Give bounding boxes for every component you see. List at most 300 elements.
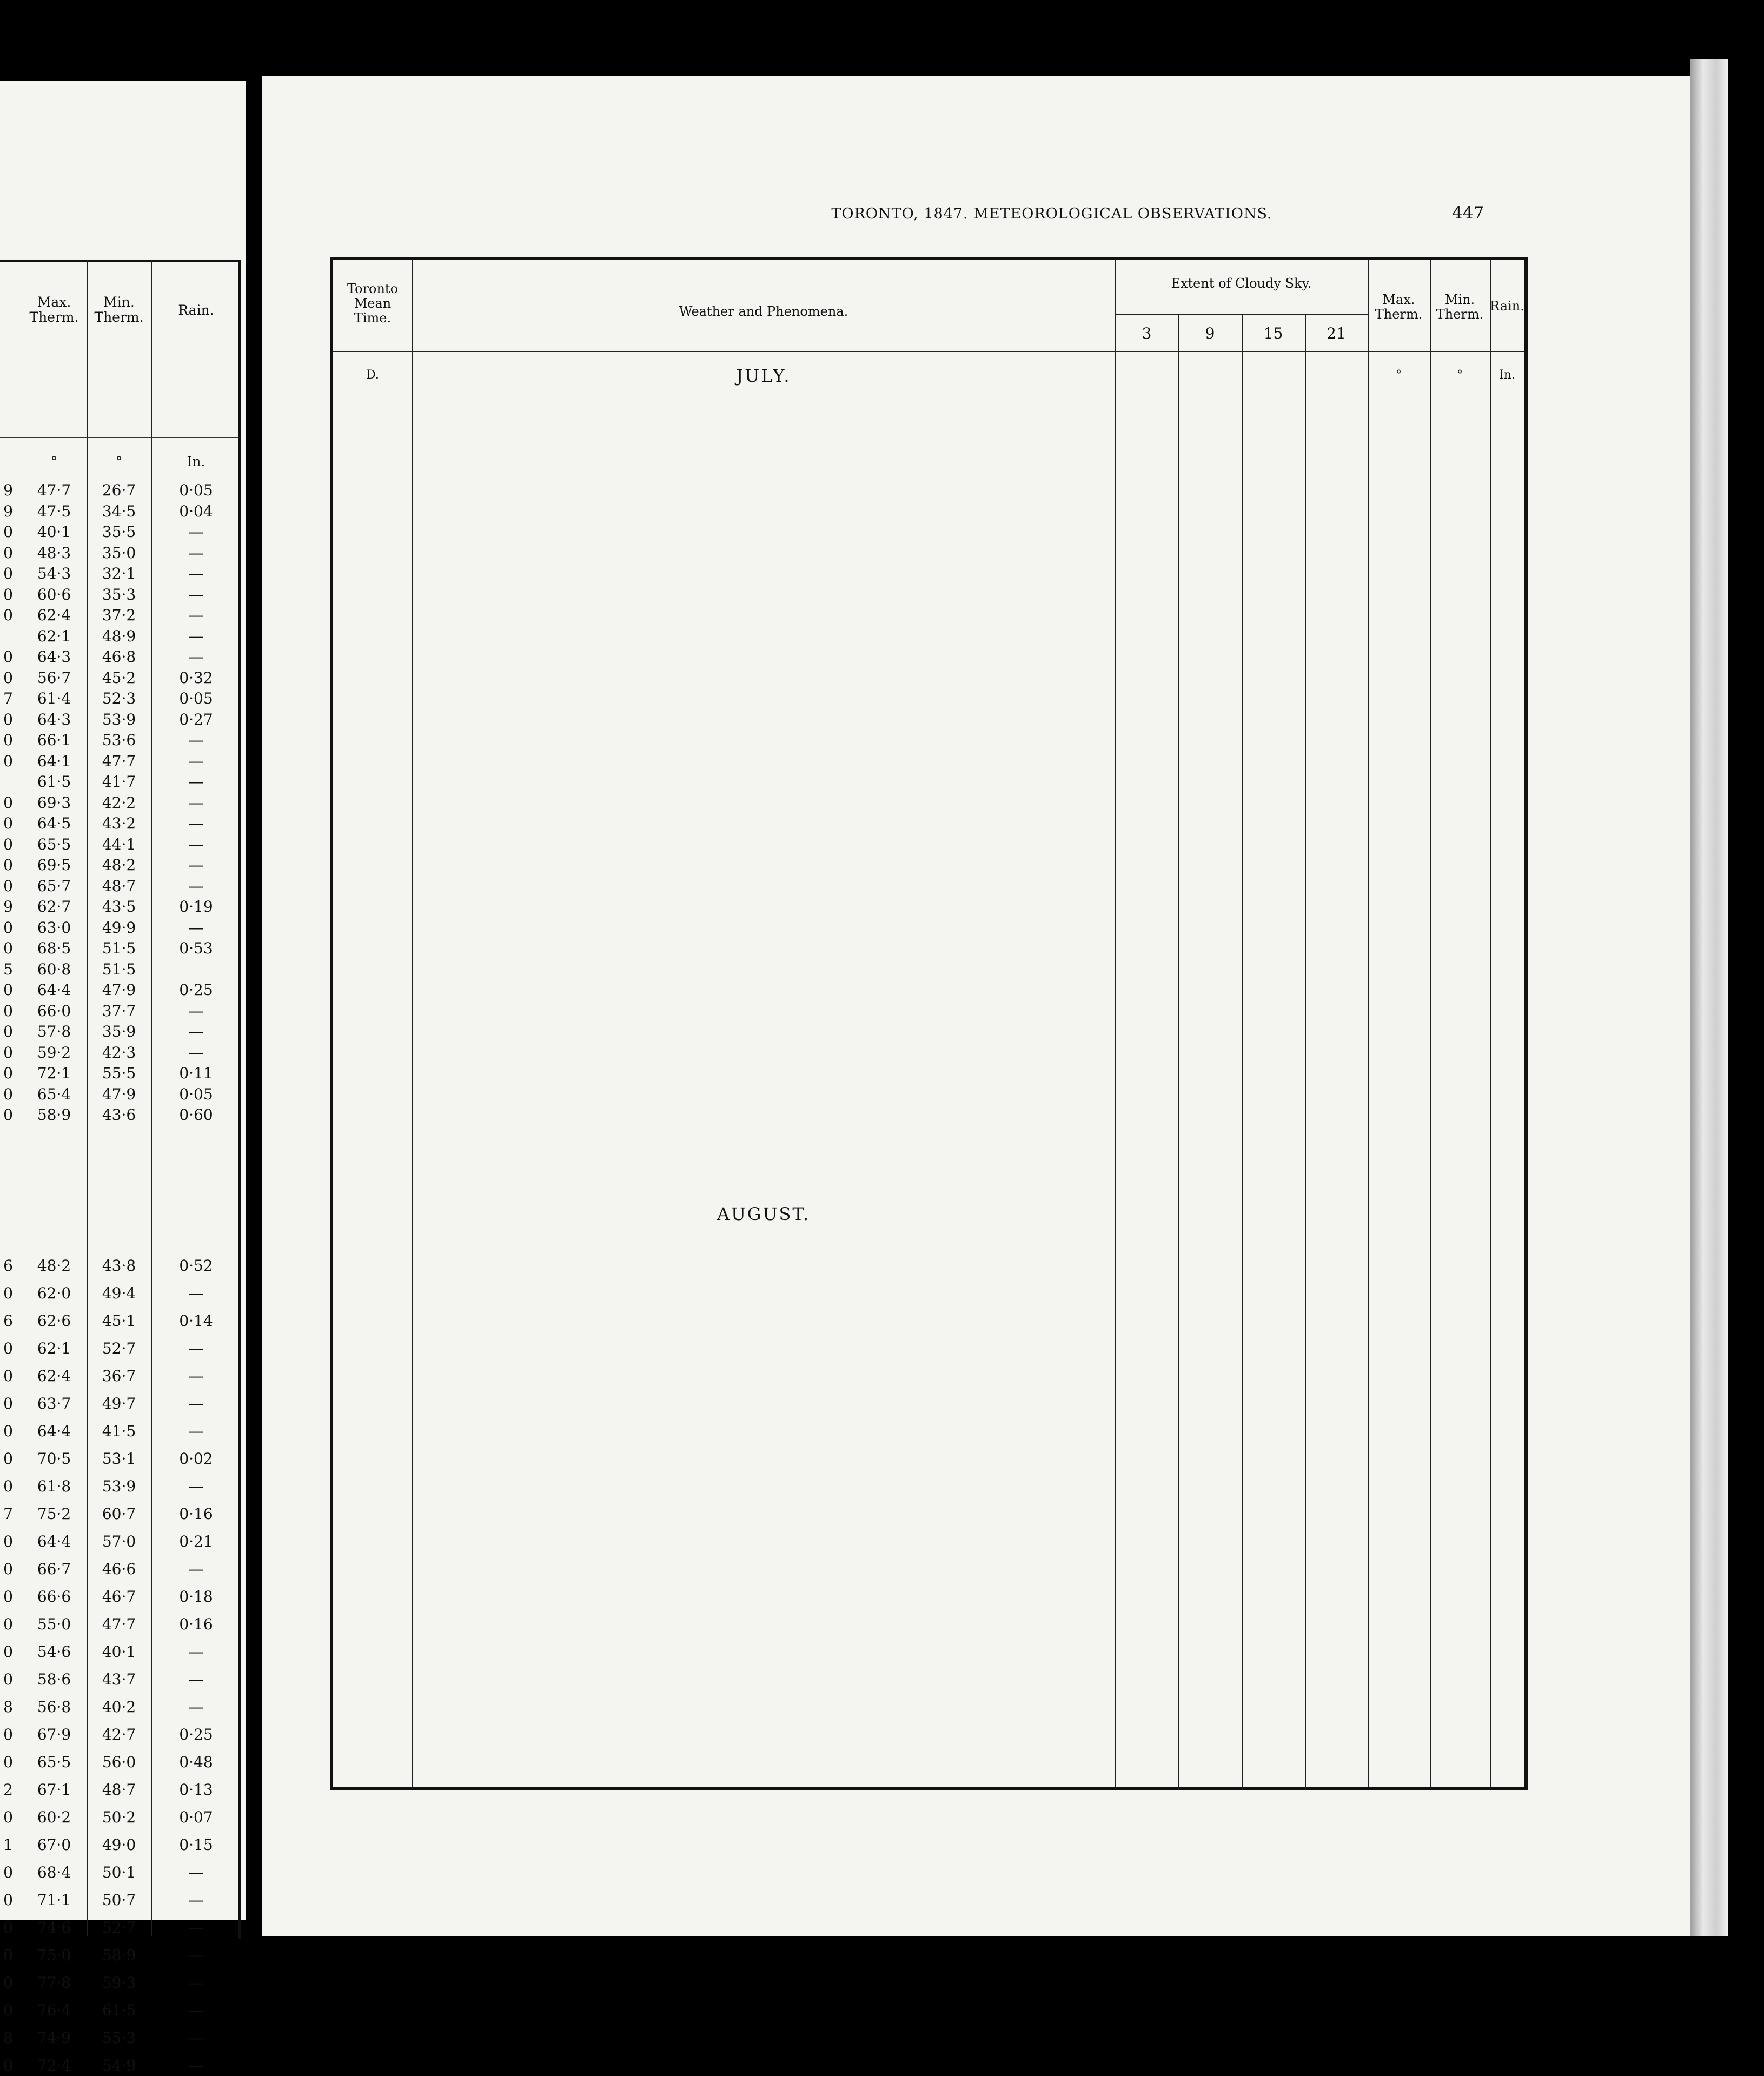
left-row-min: 59·3 (102, 1973, 136, 1992)
left-row-rain: — (188, 565, 204, 582)
left-row-day: 0 (3, 752, 13, 770)
left-row-min: 51·5 (102, 939, 136, 957)
left-row-min: 50·7 (102, 1891, 136, 1909)
left-row-day: 0 (3, 1023, 13, 1040)
left-row-min: 35·3 (102, 585, 136, 603)
left-row-min: 42·2 (102, 793, 136, 812)
left-row-day: 0 (3, 877, 13, 895)
left-row-max: 67·0 (37, 1835, 71, 1854)
left-row-max: 57·8 (37, 1023, 71, 1040)
left-table-row (0, 1836, 238, 1855)
left-row-min: 55·5 (102, 1064, 136, 1082)
left-row-min: 34·5 (102, 502, 136, 520)
left-table-row (0, 1367, 238, 1387)
left-row-rain: — (188, 814, 204, 832)
col-divider (1490, 260, 1491, 1787)
left-row-min: 49·7 (102, 1394, 136, 1412)
rain-header: Rain. (1490, 299, 1524, 314)
left-row-max: 64·1 (37, 752, 71, 770)
left-row-day: 7 (3, 689, 13, 707)
left-row-day: 0 (3, 731, 13, 749)
left-row-min: 47·7 (102, 752, 136, 770)
left-row-min: 44·1 (102, 835, 136, 853)
left-min-unit: ° (115, 454, 123, 469)
left-row-max: 64·4 (37, 1532, 71, 1550)
left-table-row (0, 731, 238, 751)
left-row-max: 75·0 (37, 1946, 71, 1964)
left-table-row (0, 669, 238, 688)
left-row-rain: — (188, 627, 204, 645)
left-row-day: 0 (3, 710, 13, 728)
left-row-max: 56·8 (37, 1697, 71, 1716)
left-row-rain: — (188, 2028, 204, 2047)
left-row-day: 0 (3, 939, 13, 957)
left-table-row (0, 1395, 238, 1414)
left-row-day: 0 (3, 1394, 13, 1412)
left-row-rain: — (188, 773, 204, 791)
left-row-day: 6 (3, 1256, 13, 1275)
left-row-max: 70·5 (37, 1449, 71, 1468)
left-row-day: 0 (3, 585, 13, 603)
left-row-rain: 0·07 (179, 1808, 213, 1826)
left-row-max: 65·4 (37, 1085, 71, 1103)
left-table-row (0, 544, 238, 563)
left-row-rain: — (188, 1697, 204, 1716)
left-row-max: 67·1 (37, 1780, 71, 1799)
left-row-max: 68·5 (37, 939, 71, 957)
left-table-row (0, 1002, 238, 1022)
left-row-rain: — (188, 731, 204, 749)
left-table-row (0, 1339, 238, 1359)
left-row-day: 0 (3, 668, 13, 687)
left-table-row (0, 919, 238, 938)
left-table-row (0, 898, 238, 917)
left-row-min: 42·7 (102, 1725, 136, 1743)
left-row-max: 60·6 (37, 585, 71, 603)
left-row-day: 0 (3, 1477, 13, 1495)
left-row-max: 68·4 (37, 1863, 71, 1881)
left-row-max: 72·1 (37, 1064, 71, 1082)
left-row-rain: 0·11 (179, 1064, 213, 1082)
left-row-rain: 0·25 (179, 981, 213, 999)
left-row-min: 49·4 (102, 1284, 136, 1302)
left-row-min: 35·5 (102, 523, 136, 541)
left-row-min: 47·7 (102, 1615, 136, 1633)
left-table-row (0, 1450, 238, 1469)
left-row-rain: — (188, 1642, 204, 1661)
left-row-day: 0 (3, 918, 13, 937)
day-unit: D. (366, 368, 379, 382)
left-row-max: 62·0 (37, 1284, 71, 1302)
left-row-min: 53·6 (102, 731, 136, 749)
left-row-day: 6 (3, 1311, 13, 1330)
rain-unit: In. (1499, 368, 1515, 382)
left-row-max: 65·7 (37, 877, 71, 895)
left-row-day: 0 (3, 1918, 13, 1936)
left-row-rain: 0·05 (179, 689, 213, 707)
left-row-max: 64·3 (37, 710, 71, 728)
left-row-max: 66·0 (37, 1001, 71, 1020)
left-row-rain: 0·21 (179, 1532, 213, 1550)
left-row-day: 0 (3, 2001, 13, 2019)
cloud-hour-3: 3 (1142, 324, 1152, 342)
left-row-max: 72·4 (37, 2056, 71, 2074)
left-row-rain: — (188, 1367, 204, 1385)
left-table-row (0, 794, 238, 813)
left-row-day: 0 (3, 1449, 13, 1468)
left-row-rain: — (188, 1973, 204, 1992)
left-table-row (0, 960, 238, 980)
left-row-day: 9 (3, 898, 13, 916)
min-therm-header: Min. Therm. (1436, 292, 1484, 322)
left-table-row (0, 2057, 238, 2076)
left-row-rain: 0·18 (179, 1587, 213, 1606)
left-row-max: 64·4 (37, 1422, 71, 1440)
left-row-rain: — (188, 1670, 204, 1688)
august-section-title: AUGUST. (717, 1204, 811, 1224)
left-table-row (0, 1974, 238, 1993)
left-row-day: 8 (3, 2028, 13, 2047)
left-row-day: 0 (3, 1367, 13, 1385)
left-table-row (0, 1044, 238, 1063)
left-table-row (0, 1422, 238, 1442)
left-row-min: 52·7 (102, 1339, 136, 1357)
left-table-row (0, 1891, 238, 1911)
left-row-min: 58·9 (102, 1946, 136, 1964)
left-table-row (0, 1698, 238, 1717)
left-table-row (0, 1312, 238, 1331)
left-table-row (0, 1257, 238, 1276)
left-row-max: 76·4 (37, 2001, 71, 2019)
max-unit: ° (1396, 368, 1402, 382)
left-row-min: 45·2 (102, 668, 136, 687)
left-row-rain: — (188, 1477, 204, 1495)
left-row-rain: 0·13 (179, 1780, 213, 1799)
left-row-min: 46·6 (102, 1560, 136, 1578)
left-row-max: 77·8 (37, 1973, 71, 1992)
left-row-max: 69·3 (37, 793, 71, 812)
left-row-rain: — (188, 543, 204, 562)
left-row-min: 60·7 (102, 1504, 136, 1523)
left-row-min: 48·7 (102, 1780, 136, 1799)
left-max-unit: ° (50, 454, 58, 469)
left-row-day: 0 (3, 606, 13, 624)
left-row-rain: 0·05 (179, 481, 213, 499)
left-row-day: 5 (3, 960, 13, 978)
left-row-rain: 0·05 (179, 1085, 213, 1103)
left-row-max: 61·4 (37, 689, 71, 707)
left-row-min: 37·2 (102, 606, 136, 624)
left-row-rain: 0·25 (179, 1725, 213, 1743)
left-table-row (0, 1863, 238, 1883)
page-number: 447 (1452, 203, 1484, 223)
left-row-rain: 0·02 (179, 1449, 213, 1468)
left-row-rain: — (188, 523, 204, 541)
left-table-row (0, 586, 238, 605)
left-row-min: 61·5 (102, 2001, 136, 2019)
page-edge (1690, 59, 1728, 1936)
left-row-min: 49·9 (102, 918, 136, 937)
left-row-day: 0 (3, 1863, 13, 1881)
left-row-rain: — (188, 1560, 204, 1578)
left-row-min: 46·8 (102, 648, 136, 666)
left-row-rain: 0·16 (179, 1504, 213, 1523)
left-row-max: 66·6 (37, 1587, 71, 1606)
left-row-min: 41·5 (102, 1422, 136, 1440)
left-row-min: 50·1 (102, 1863, 136, 1881)
left-row-max: 63·0 (37, 918, 71, 937)
left-table-row (0, 1106, 238, 1125)
col-divider (1178, 314, 1179, 1790)
left-row-min: 46·7 (102, 1587, 136, 1606)
left-row-max: 40·1 (37, 523, 71, 541)
left-row-day: 0 (3, 1946, 13, 1964)
left-table-row (0, 1670, 238, 1690)
left-row-day: 0 (3, 793, 13, 812)
left-row-rain: — (188, 1918, 204, 1936)
left-row-max: 55·0 (37, 1615, 71, 1633)
left-row-rain: — (188, 2056, 204, 2074)
left-row-max: 75·2 (37, 1504, 71, 1523)
left-row-day: 0 (3, 565, 13, 582)
left-row-max: 48·2 (37, 1256, 71, 1275)
left-row-day: 1 (3, 1835, 13, 1854)
left-row-max: 65·5 (37, 1753, 71, 1771)
left-row-min: 40·2 (102, 1697, 136, 1716)
header-rule (333, 351, 1524, 352)
left-row-max: 69·5 (37, 856, 71, 874)
left-row-min: 48·7 (102, 877, 136, 895)
left-row-rain: 0·27 (179, 710, 213, 728)
left-row-min: 56·0 (102, 1753, 136, 1771)
left-row-max: 66·1 (37, 731, 71, 749)
left-row-day: 2 (3, 1780, 13, 1799)
left-table-row (0, 1477, 238, 1497)
left-row-day: 0 (3, 1753, 13, 1771)
left-row-min: 26·7 (102, 481, 136, 499)
left-row-day: 0 (3, 523, 13, 541)
left-row-rain: — (188, 2001, 204, 2019)
left-row-day: 0 (3, 1339, 13, 1357)
left-table-row (0, 606, 238, 626)
left-row-day: 9 (3, 502, 13, 520)
left-row-max: 74·9 (37, 2028, 71, 2047)
left-row-day: 0 (3, 1106, 13, 1124)
left-row-day: 0 (3, 2056, 13, 2074)
left-row-min: 45·1 (102, 1311, 136, 1330)
left-row-max: 63·7 (37, 1394, 71, 1412)
left-row-rain: — (188, 877, 204, 895)
left-row-min: 43·7 (102, 1670, 136, 1688)
left-row-max: 48·3 (37, 543, 71, 562)
left-row-max: 58·6 (37, 1670, 71, 1688)
left-rain-header: Rain. (178, 302, 214, 318)
left-row-day: 0 (3, 1001, 13, 1020)
page-title: TORONTO, 1847. METEOROLOGICAL OBSERVATIONS. (831, 205, 1272, 222)
left-table-row (0, 1808, 238, 1828)
left-row-day: 8 (3, 1697, 13, 1716)
left-row-max: 64·5 (37, 814, 71, 832)
left-row-rain: 0·19 (179, 898, 213, 916)
left-row-rain: — (188, 1284, 204, 1302)
left-row-day: 0 (3, 856, 13, 874)
col-divider (1430, 260, 1431, 1787)
left-row-day: 0 (3, 1043, 13, 1062)
left-row-rain: — (188, 1863, 204, 1881)
left-row-day: 7 (3, 1504, 13, 1523)
weather-header: Weather and Phenomena. (679, 304, 848, 319)
left-table-row (0, 981, 238, 1000)
left-row-rain: — (188, 585, 204, 603)
left-row-day: 0 (3, 1064, 13, 1082)
left-row-rain: — (188, 606, 204, 624)
left-row-min: 37·7 (102, 1001, 136, 1020)
left-row-max: 74·6 (37, 1918, 71, 1936)
left-row-min: 55·3 (102, 2028, 136, 2047)
left-row-min: 57·0 (102, 1532, 136, 1550)
left-row-max: 58·9 (37, 1106, 71, 1124)
left-row-max: 47·7 (37, 481, 71, 499)
left-row-day: 0 (3, 1642, 13, 1661)
left-table-row (0, 627, 238, 647)
page (262, 76, 1690, 1936)
left-row-max: 47·5 (37, 502, 71, 520)
left-row-rain: — (188, 648, 204, 666)
left-table-row (0, 773, 238, 792)
left-table-row (0, 565, 238, 584)
left-row-rain: — (188, 793, 204, 812)
left-row-day: 0 (3, 1560, 13, 1578)
left-table-row (0, 814, 238, 834)
left-row-min: 47·9 (102, 981, 136, 999)
left-row-min: 50·2 (102, 1808, 136, 1826)
left-row-rain: 0·32 (179, 668, 213, 687)
left-row-min: 35·0 (102, 543, 136, 562)
cloud-hour-9: 9 (1205, 324, 1215, 342)
left-row-max: 56·7 (37, 668, 71, 687)
left-row-day: 0 (3, 981, 13, 999)
left-table-row (0, 835, 238, 855)
left-row-min: 53·9 (102, 710, 136, 728)
left-row-max: 54·6 (37, 1642, 71, 1661)
left-row-rain: — (188, 1043, 204, 1062)
left-row-max: 59·2 (37, 1043, 71, 1062)
left-row-day: 0 (3, 648, 13, 666)
left-row-min: 48·9 (102, 627, 136, 645)
observations-table (330, 257, 1528, 1790)
left-row-min: 42·3 (102, 1043, 136, 1062)
left-table-row (0, 1085, 238, 1105)
left-table-row (0, 1919, 238, 1938)
left-row-max: 61·8 (37, 1477, 71, 1495)
left-row-day: 0 (3, 1532, 13, 1550)
left-row-rain: — (188, 1339, 204, 1357)
left-table-row (0, 1726, 238, 1745)
july-section-title: JULY. (736, 366, 791, 386)
left-row-max: 65·5 (37, 835, 71, 853)
left-row-max: 62·1 (37, 1339, 71, 1357)
left-row-min: 36·7 (102, 1367, 136, 1385)
left-row-max: 62·1 (37, 627, 71, 645)
left-row-min: 43·5 (102, 898, 136, 916)
left-row-max: 64·4 (37, 981, 71, 999)
left-header-rule (0, 437, 238, 438)
left-row-rain: — (188, 1394, 204, 1412)
left-row-rain: — (188, 835, 204, 853)
left-rain-unit: In. (187, 454, 205, 469)
left-facing-page (0, 81, 246, 2074)
left-table-row (0, 939, 238, 959)
left-row-min: 43·2 (102, 814, 136, 832)
left-row-min: 49·0 (102, 1835, 136, 1854)
left-row-rain: — (188, 1001, 204, 1020)
left-row-day: 0 (3, 1085, 13, 1103)
left-row-max: 54·3 (37, 565, 71, 582)
left-row-min: 40·1 (102, 1642, 136, 1661)
left-row-min: 52·7 (102, 1918, 136, 1936)
left-row-max: 67·9 (37, 1725, 71, 1743)
left-row-min: 41·7 (102, 773, 136, 791)
col-divider (1115, 260, 1116, 1787)
time-header: Toronto Mean Time. (347, 281, 399, 326)
left-table-row (0, 1946, 238, 1966)
col-divider (1242, 314, 1243, 1790)
left-row-rain: — (188, 1946, 204, 1964)
left-row-rain: — (188, 1422, 204, 1440)
left-table-row (0, 1560, 238, 1580)
left-row-min: 54·9 (102, 2056, 136, 2074)
left-row-day: 0 (3, 1891, 13, 1909)
col-divider (412, 260, 413, 1787)
left-row-max: 62·6 (37, 1311, 71, 1330)
cloud-group-header: Extent of Cloudy Sky. (1171, 276, 1312, 291)
left-row-day: 0 (3, 1422, 13, 1440)
left-table-row (0, 1781, 238, 1800)
left-max-therm-header: Max. Therm. (29, 294, 79, 325)
max-therm-header: Max. Therm. (1375, 292, 1423, 322)
left-table-row (0, 502, 238, 522)
left-table-row (0, 1588, 238, 1607)
left-row-max: 60·8 (37, 960, 71, 978)
left-row-rain: — (188, 918, 204, 937)
left-row-rain: 0·53 (179, 939, 213, 957)
left-row-max: 62·4 (37, 606, 71, 624)
col-divider (1305, 314, 1306, 1790)
left-row-day: 0 (3, 543, 13, 562)
left-row-min: 53·1 (102, 1449, 136, 1468)
cloud-hour-15: 15 (1263, 324, 1283, 342)
left-row-rain: 0·15 (179, 1835, 213, 1854)
left-row-max: 61·5 (37, 773, 71, 791)
cloud-hour-21: 21 (1327, 324, 1346, 342)
left-row-max: 66·7 (37, 1560, 71, 1578)
left-row-min: 52·3 (102, 689, 136, 707)
left-table-row (0, 2001, 238, 2021)
left-table-row (0, 648, 238, 667)
left-row-day: 0 (3, 1615, 13, 1633)
left-table-row (0, 1533, 238, 1552)
left-row-day: 0 (3, 814, 13, 832)
left-row-min: 47·9 (102, 1085, 136, 1103)
left-row-min: 53·9 (102, 1477, 136, 1495)
left-row-day: 0 (3, 835, 13, 853)
left-row-rain: 0·52 (179, 1256, 213, 1275)
left-table-row (0, 752, 238, 772)
left-row-day: 0 (3, 1670, 13, 1688)
left-row-rain: 0·48 (179, 1753, 213, 1771)
left-row-max: 71·1 (37, 1891, 71, 1909)
left-row-min: 51·5 (102, 960, 136, 978)
